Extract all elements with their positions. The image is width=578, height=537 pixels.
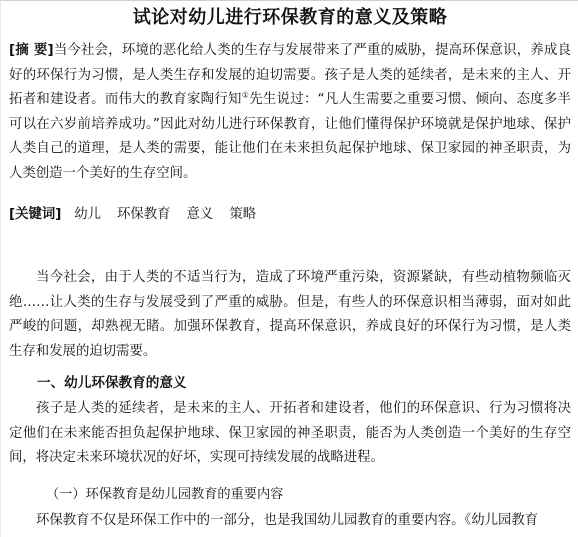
- subsection-heading-1: （一）环保教育是幼儿园教育的重要内容: [46, 487, 284, 502]
- keyword-item: 策略: [229, 207, 257, 222]
- abstract-text-part2: 先生说过：“凡人生需要之重要习惯、倾向、态度多半可以在六岁前培养成功。”因此对幼儿进行环保教育，让他们懂得保护环境就是保护地球、保护人类自己的道理，是人类的需要，能让他们在未来担负起保护地球、保卫家园的神圣职责，为人类创造一个美好的生存空间。: [9, 92, 572, 181]
- body-paragraph-1: 当今社会，由于人类的不适当行为，造成了环境严重污染，资源紧缺，有些动植物频临灭绝……让人类的生存与发展受到了严重的威胁。但是，有些人的环保意识相当薄弱，面对如此严峻的问题，却熟视无睹。加强环保教育，提高环保意识，养成良好的环保行为习惯，是人类生存和发展的迫切需要。: [9, 270, 571, 359]
- abstract-label: [摘 要]: [9, 43, 54, 58]
- footnote-marker: ①: [241, 90, 250, 100]
- keyword-item: 意义: [186, 207, 214, 222]
- keywords-label: [关键词]: [9, 207, 62, 222]
- keyword-item: 幼儿: [74, 207, 101, 222]
- keyword-item: 环保教育: [116, 207, 171, 222]
- section-heading-1: 一、幼儿环保教育的意义: [37, 375, 187, 391]
- keywords-line: [9, 203, 571, 228]
- body-paragraph-2: 孩子是人类的延续者，是未来的主人、开拓者和建设者，他们的环保意识、行为习惯将决定他们在未来能否担负起保护地球、保卫家园的神圣职责，能否为人类创造一个美好的生存空间，将决定未来环境状况的好坏，实现可持续发展的战略进程。: [9, 401, 571, 465]
- abstract-text-part1: 当今社会，环境的恶化给人类的生存与发展带来了严重的威胁，提高环保意识，养成良好的环保行为习惯，是人类生存和发展的迫切需要。孩子是人类的延续者，是未来的主人、开拓者和建设者。而伟大的教育家陶行知: [9, 43, 572, 107]
- document-title: 试论对幼儿进行环保教育的意义及策略: [132, 7, 448, 28]
- body-paragraph-3: 环保教育不仅是环保工作中的一部分，也是我国幼儿园教育的重要内容。《幼儿园教育: [36, 513, 539, 528]
- abstract-paragraph: [9, 39, 571, 186]
